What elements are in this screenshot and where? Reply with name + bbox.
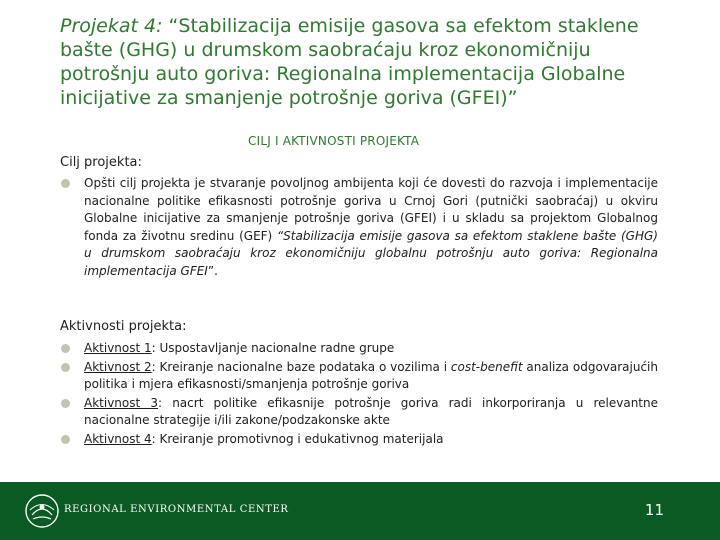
goal-description <box>60 175 658 280</box>
activity-item <box>60 431 658 449</box>
bullet-icon <box>61 344 70 353</box>
activity-2-italic: cost-benefit <box>450 359 523 374</box>
activity-2-link[interactable]: Aktivnost 2 <box>84 359 152 374</box>
section-subtitle: CILJ I AKTIVNOSTI PROJEKTA <box>248 134 420 148</box>
activity-1-text: : Uspostavljanje nacionalne radne grupe <box>151 341 395 355</box>
activity-item <box>60 395 658 430</box>
activity-2-text-end: analiza odgovarajućih politika i mjera efikasnosti/smanjenja potrošnje goriva <box>84 359 658 391</box>
activities-list <box>60 340 658 449</box>
project-number: Projekat 4: <box>60 15 163 37</box>
activities-heading: Aktivnosti projekta: <box>60 319 187 334</box>
bullet-icon <box>61 363 70 372</box>
activity-3-link[interactable]: Aktivnost 3 <box>84 395 158 410</box>
bullet-icon <box>61 399 70 408</box>
activity-4-text: : Kreiranje promotivnog i edukativnog materijala <box>151 431 444 446</box>
page-number: 11 <box>644 501 664 519</box>
activity-item <box>60 359 658 394</box>
project-title-text: “Stabilizacija emisije gasova sa efektom staklene bašte (GHG) u drumskom saobraćaju kroz ekonomičniju potrošnju auto goriva: Regionalna implementacija Globalne inicijative za smanjenje potrošnje goriva (GFEI)” <box>60 15 639 109</box>
organization-name: REGIONAL ENVIRONMENTAL CENTER <box>64 504 289 515</box>
activity-2-text: : Kreiranje nacionalne baze podataka o vozilima i <box>151 359 451 374</box>
slide-title <box>60 14 680 110</box>
footer-bar <box>0 482 720 540</box>
bullet-icon <box>61 435 70 444</box>
activity-3-text: : nacrt politike efikasnije potrošnje goriva radi inkorporiranja u relevantne nacionalne strategije i/ili zakone/podzakonske akte <box>84 395 659 427</box>
goal-quote: “Stabilizacija emisije gasova sa efektom staklene bašte (GHG) u drumskom saobraćaju kroz ekonomičniju globalnu potrošnju auto goriva: Regionalna implementacija GFEI <box>84 228 658 278</box>
goal-quote-end: ”. <box>207 263 218 278</box>
activity-4-link[interactable]: Aktivnost 4 <box>84 431 152 446</box>
bullet-icon <box>61 179 70 188</box>
goal-heading: Cilj projekta: <box>60 155 142 170</box>
activity-1-link[interactable]: Aktivnost 1 <box>84 341 152 355</box>
goal-text: Opšti cilj projekta je stvaranje povoljnog ambijenta koji će dovesti do razvoja i implementacije nacionalne politike efikasnosti potrošnje goriva u Crnoj Gori (putnički saobraćaj) u okviru Globalne inicijative za smanjenje potrošnje goriva (GFEI) i u skladu sa projektom Globalnog fonda za životnu sredinu (GEF) <box>84 176 658 243</box>
goal-bullet-row <box>60 175 658 280</box>
rec-globe-logo-icon <box>24 493 60 529</box>
activity-item <box>60 340 658 358</box>
